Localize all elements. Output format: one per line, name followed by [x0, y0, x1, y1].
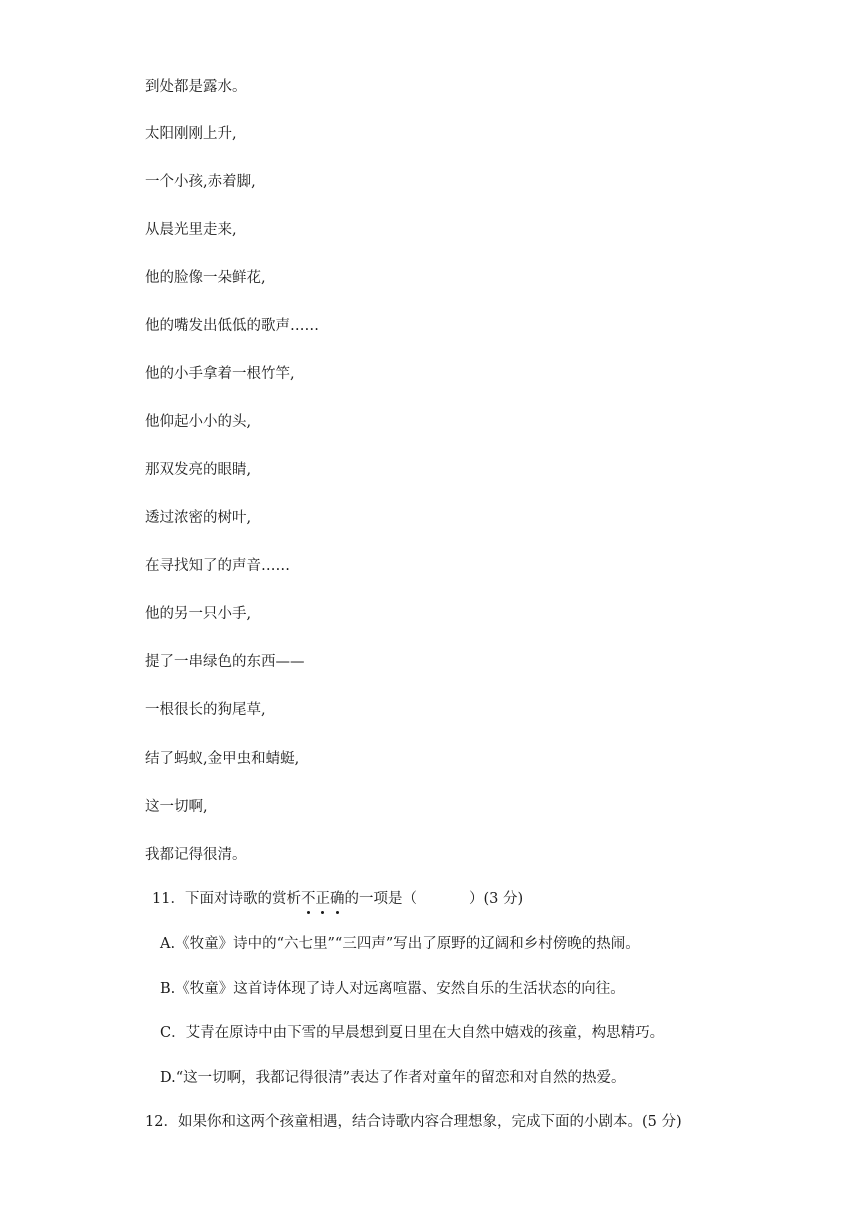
poem-line: 他的另一只小手,: [145, 606, 252, 622]
poem-line: 这一切啊,: [145, 799, 208, 815]
option-b: B.《牧童》这首诗体现了诗人对远离喧嚣、安然自乐的生活状态的向往。: [160, 981, 625, 997]
emphasis-char: 正: [315, 889, 330, 909]
option-d: D.“这一切啊，我都记得很清”表达了作者对童年的留恋和对自然的热爱。: [160, 1070, 626, 1086]
poem-line: 提了一串绿色的东西——: [145, 654, 305, 670]
poem-line: 他仰起小小的头,: [145, 414, 252, 430]
poem-line: 那双发亮的眼睛,: [145, 462, 252, 478]
question-11-stem: [152, 889, 523, 909]
question-12: 12．如果你和这两个孩童相遇，结合诗歌内容合理想象，完成下面的小剧本。(5 分): [145, 1114, 682, 1130]
poem-line: 他的嘴发出低低的歌声……: [145, 318, 319, 334]
question-11-score: ）(3 分): [468, 891, 524, 907]
poem-line: 一根很长的狗尾草,: [145, 702, 266, 718]
poem-line: 一个小孩,赤着脚,: [145, 174, 256, 190]
option-a: A.《牧童》诗中的“六七里”“三四声”写出了原野的辽阔和乡村傍晚的热闹。: [160, 936, 640, 952]
poem-line: 结了蚂蚁,金甲虫和蜻蜓,: [145, 751, 300, 767]
emphasis-char: 确: [330, 889, 345, 909]
poem-line: 在寻找知了的声音……: [145, 558, 290, 574]
poem-line: 太阳刚刚上升,: [145, 126, 237, 142]
poem-line: 到处都是露水。: [145, 79, 247, 95]
poem-line: 从晨光里走来,: [145, 222, 237, 238]
poem-line: 我都记得很清。: [145, 847, 247, 863]
emphasis-char: 不: [301, 889, 316, 909]
poem-line: 透过浓密的树叶,: [145, 510, 252, 526]
poem-line: 他的小手拿着一根竹竿,: [145, 366, 295, 382]
question-11-prefix: 11．下面对诗歌的赏析: [152, 891, 301, 907]
poem-line: 他的脸像一朵鲜花,: [145, 270, 266, 286]
option-c: C．艾青在原诗中由下雪的早晨想到夏日里在大自然中嬉戏的孩童，构思精巧。: [160, 1025, 665, 1041]
question-11-suffix: 的一项是（: [344, 891, 417, 907]
